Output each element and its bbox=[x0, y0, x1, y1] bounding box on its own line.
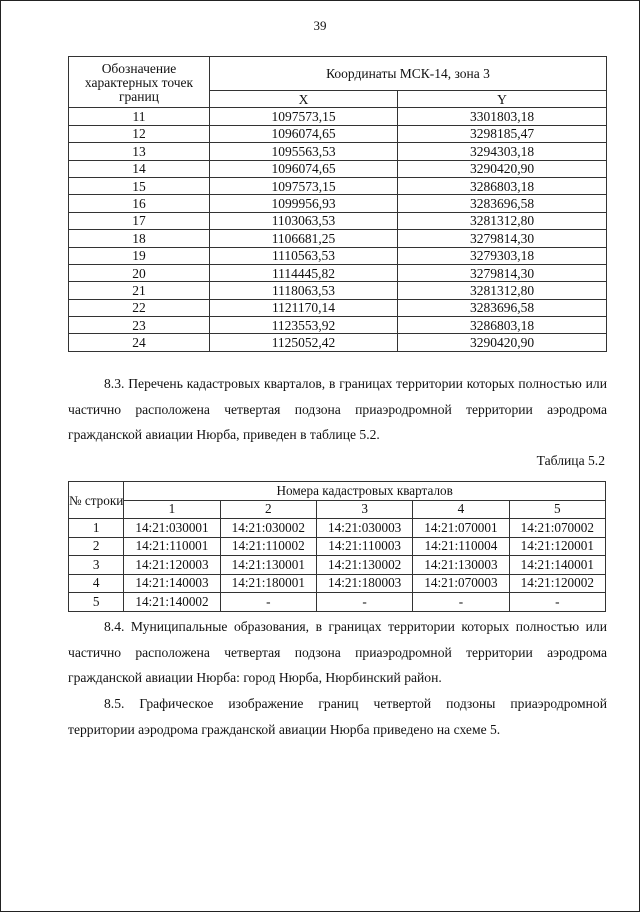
x-coordinate-cell: 1103063,53 bbox=[210, 212, 398, 229]
point-cell: 20 bbox=[69, 264, 210, 281]
coordinate-row bbox=[69, 125, 607, 142]
x-coordinate-cell: 1095563,53 bbox=[210, 143, 398, 160]
y-coordinate-cell: 3286803,18 bbox=[398, 317, 607, 334]
coordinate-row bbox=[69, 160, 607, 177]
coordinate-row bbox=[69, 317, 607, 334]
row-number-cell: 1 bbox=[69, 519, 124, 538]
cadastral-quarter-cell: 14:21:070001 bbox=[413, 519, 509, 538]
y-coordinate-cell: 3279814,30 bbox=[398, 230, 607, 247]
x-coordinate-cell: 1097573,15 bbox=[210, 177, 398, 194]
point-cell: 12 bbox=[69, 125, 210, 142]
cadastral-quarter-cell: 14:21:120002 bbox=[509, 574, 605, 593]
cadastral-quarter-cell: 14:21:180003 bbox=[316, 574, 412, 593]
y-column-header: Y bbox=[398, 91, 607, 108]
cadastral-table-body bbox=[69, 519, 606, 612]
coordinate-row bbox=[69, 334, 607, 351]
x-coordinate-cell: 1118063,53 bbox=[210, 282, 398, 299]
coordinate-row bbox=[69, 143, 607, 160]
row-number-cell: 2 bbox=[69, 537, 124, 556]
column-number-cell: 4 bbox=[413, 500, 509, 519]
table-caption: Таблица 5.2 bbox=[536, 453, 605, 468]
point-cell: 15 bbox=[69, 177, 210, 194]
cadastral-quarter-cell: 14:21:110001 bbox=[124, 537, 220, 556]
cadastral-quarter-cell: - bbox=[509, 593, 605, 612]
cadastral-quarter-cell: 14:21:140001 bbox=[509, 556, 605, 575]
point-designation-header: Обозначение характерных точек границ bbox=[69, 57, 210, 108]
point-cell: 21 bbox=[69, 282, 210, 299]
y-coordinate-cell: 3281312,80 bbox=[398, 212, 607, 229]
coordinate-row bbox=[69, 108, 607, 125]
point-cell: 19 bbox=[69, 247, 210, 264]
cadastral-row bbox=[69, 556, 606, 575]
cadastral-quarter-cell: 14:21:030003 bbox=[316, 519, 412, 538]
y-coordinate-cell: 3283696,58 bbox=[398, 195, 607, 212]
cadastral-quarter-cell: 14:21:110002 bbox=[220, 537, 316, 556]
coordinate-row bbox=[69, 195, 607, 212]
x-coordinate-cell: 1125052,42 bbox=[210, 334, 398, 351]
x-coordinate-cell: 1114445,82 bbox=[210, 264, 398, 281]
y-coordinate-cell: 3294303,18 bbox=[398, 143, 607, 160]
column-number-cell: 2 bbox=[220, 500, 316, 519]
coordinate-row bbox=[69, 230, 607, 247]
point-cell: 22 bbox=[69, 299, 210, 316]
coordinate-row bbox=[69, 212, 607, 229]
cadastral-quarter-cell: 14:21:030001 bbox=[124, 519, 220, 538]
cadastral-quarter-cell: - bbox=[413, 593, 509, 612]
cadastral-quarter-cell: 14:21:130001 bbox=[220, 556, 316, 575]
paragraph-8-5: 8.5. Графическое изображение границ четвертой подзоны приаэродромной территории аэродрома гражданской авиации Нюрба приведено на схеме 5. bbox=[68, 696, 607, 737]
x-coordinate-cell: 1106681,25 bbox=[210, 230, 398, 247]
coordinate-row bbox=[69, 247, 607, 264]
column-number-row bbox=[69, 500, 606, 519]
cadastral-quarter-cell: 14:21:110003 bbox=[316, 537, 412, 556]
cadastral-quarter-cell: 14:21:130003 bbox=[413, 556, 509, 575]
cadastral-quarter-cell: 14:21:120003 bbox=[124, 556, 220, 575]
coordinate-row bbox=[69, 264, 607, 281]
y-coordinate-cell: 3301803,18 bbox=[398, 108, 607, 125]
cadastral-row bbox=[69, 519, 606, 538]
cadastral-row bbox=[69, 574, 606, 593]
cadastral-quarter-cell: - bbox=[220, 593, 316, 612]
paragraph-8-4: 8.4. Муниципальные образования, в границах территории которых полностью или частично расположена четвертая подзона приаэродромной территории аэродрома гражданской авиации Нюрба: город Нюрба, Нюрбинский район. bbox=[68, 619, 607, 685]
cadastral-quarter-cell: 14:21:070002 bbox=[509, 519, 605, 538]
cadastral-quarters-header: Номера кадастровых кварталов bbox=[124, 482, 606, 501]
coordinates-table bbox=[68, 56, 607, 352]
y-coordinate-cell: 3286803,18 bbox=[398, 177, 607, 194]
cadastral-quarter-cell: 14:21:070003 bbox=[413, 574, 509, 593]
y-coordinate-cell: 3279303,18 bbox=[398, 247, 607, 264]
row-number-header: № строки bbox=[69, 482, 124, 519]
point-cell: 14 bbox=[69, 160, 210, 177]
y-coordinate-cell: 3281312,80 bbox=[398, 282, 607, 299]
point-cell: 11 bbox=[69, 108, 210, 125]
point-cell: 17 bbox=[69, 212, 210, 229]
x-coordinate-cell: 1121170,14 bbox=[210, 299, 398, 316]
coordinate-row bbox=[69, 299, 607, 316]
cadastral-row bbox=[69, 537, 606, 556]
row-number-cell: 5 bbox=[69, 593, 124, 612]
x-coordinate-cell: 1123553,92 bbox=[210, 317, 398, 334]
coordinate-row bbox=[69, 282, 607, 299]
coordinate-row bbox=[69, 177, 607, 194]
coordinates-table-body bbox=[69, 108, 607, 351]
x-coordinate-cell: 1096074,65 bbox=[210, 160, 398, 177]
paragraph-8-3: 8.3. Перечень кадастровых кварталов, в границах территории которых полностью или частично расположена четвертая подзона приаэродромной территории аэродрома гражданской авиации Нюрба, приведен в таблице 5.2. bbox=[68, 376, 607, 442]
point-cell: 24 bbox=[69, 334, 210, 351]
y-coordinate-cell: 3290420,90 bbox=[398, 160, 607, 177]
cadastral-row bbox=[69, 593, 606, 612]
page-number: 39 bbox=[313, 18, 327, 33]
x-coordinate-cell: 1110563,53 bbox=[210, 247, 398, 264]
column-number-cell: 3 bbox=[316, 500, 412, 519]
y-coordinate-cell: 3279814,30 bbox=[398, 264, 607, 281]
cadastral-quarter-cell: 14:21:140003 bbox=[124, 574, 220, 593]
cadastral-quarter-cell: 14:21:110004 bbox=[413, 537, 509, 556]
column-number-cell: 5 bbox=[509, 500, 605, 519]
cadastral-quarter-cell: 14:21:180001 bbox=[220, 574, 316, 593]
x-coordinate-cell: 1096074,65 bbox=[210, 125, 398, 142]
y-coordinate-cell: 3298185,47 bbox=[398, 125, 607, 142]
cadastral-quarters-table bbox=[68, 481, 606, 612]
cadastral-quarter-cell: 14:21:130002 bbox=[316, 556, 412, 575]
coordinates-system-header: Координаты МСК-14, зона 3 bbox=[210, 57, 607, 91]
cadastral-quarter-cell: 14:21:140002 bbox=[124, 593, 220, 612]
x-coordinate-cell: 1099956,93 bbox=[210, 195, 398, 212]
point-cell: 18 bbox=[69, 230, 210, 247]
row-number-cell: 4 bbox=[69, 574, 124, 593]
y-coordinate-cell: 3290420,90 bbox=[398, 334, 607, 351]
point-cell: 16 bbox=[69, 195, 210, 212]
cadastral-quarter-cell: 14:21:030002 bbox=[220, 519, 316, 538]
cadastral-quarter-cell: 14:21:120001 bbox=[509, 537, 605, 556]
column-number-cell: 1 bbox=[124, 500, 220, 519]
row-number-cell: 3 bbox=[69, 556, 124, 575]
point-cell: 23 bbox=[69, 317, 210, 334]
y-coordinate-cell: 3283696,58 bbox=[398, 299, 607, 316]
x-column-header: X bbox=[210, 91, 398, 108]
x-coordinate-cell: 1097573,15 bbox=[210, 108, 398, 125]
cadastral-quarter-cell: - bbox=[316, 593, 412, 612]
point-cell: 13 bbox=[69, 143, 210, 160]
